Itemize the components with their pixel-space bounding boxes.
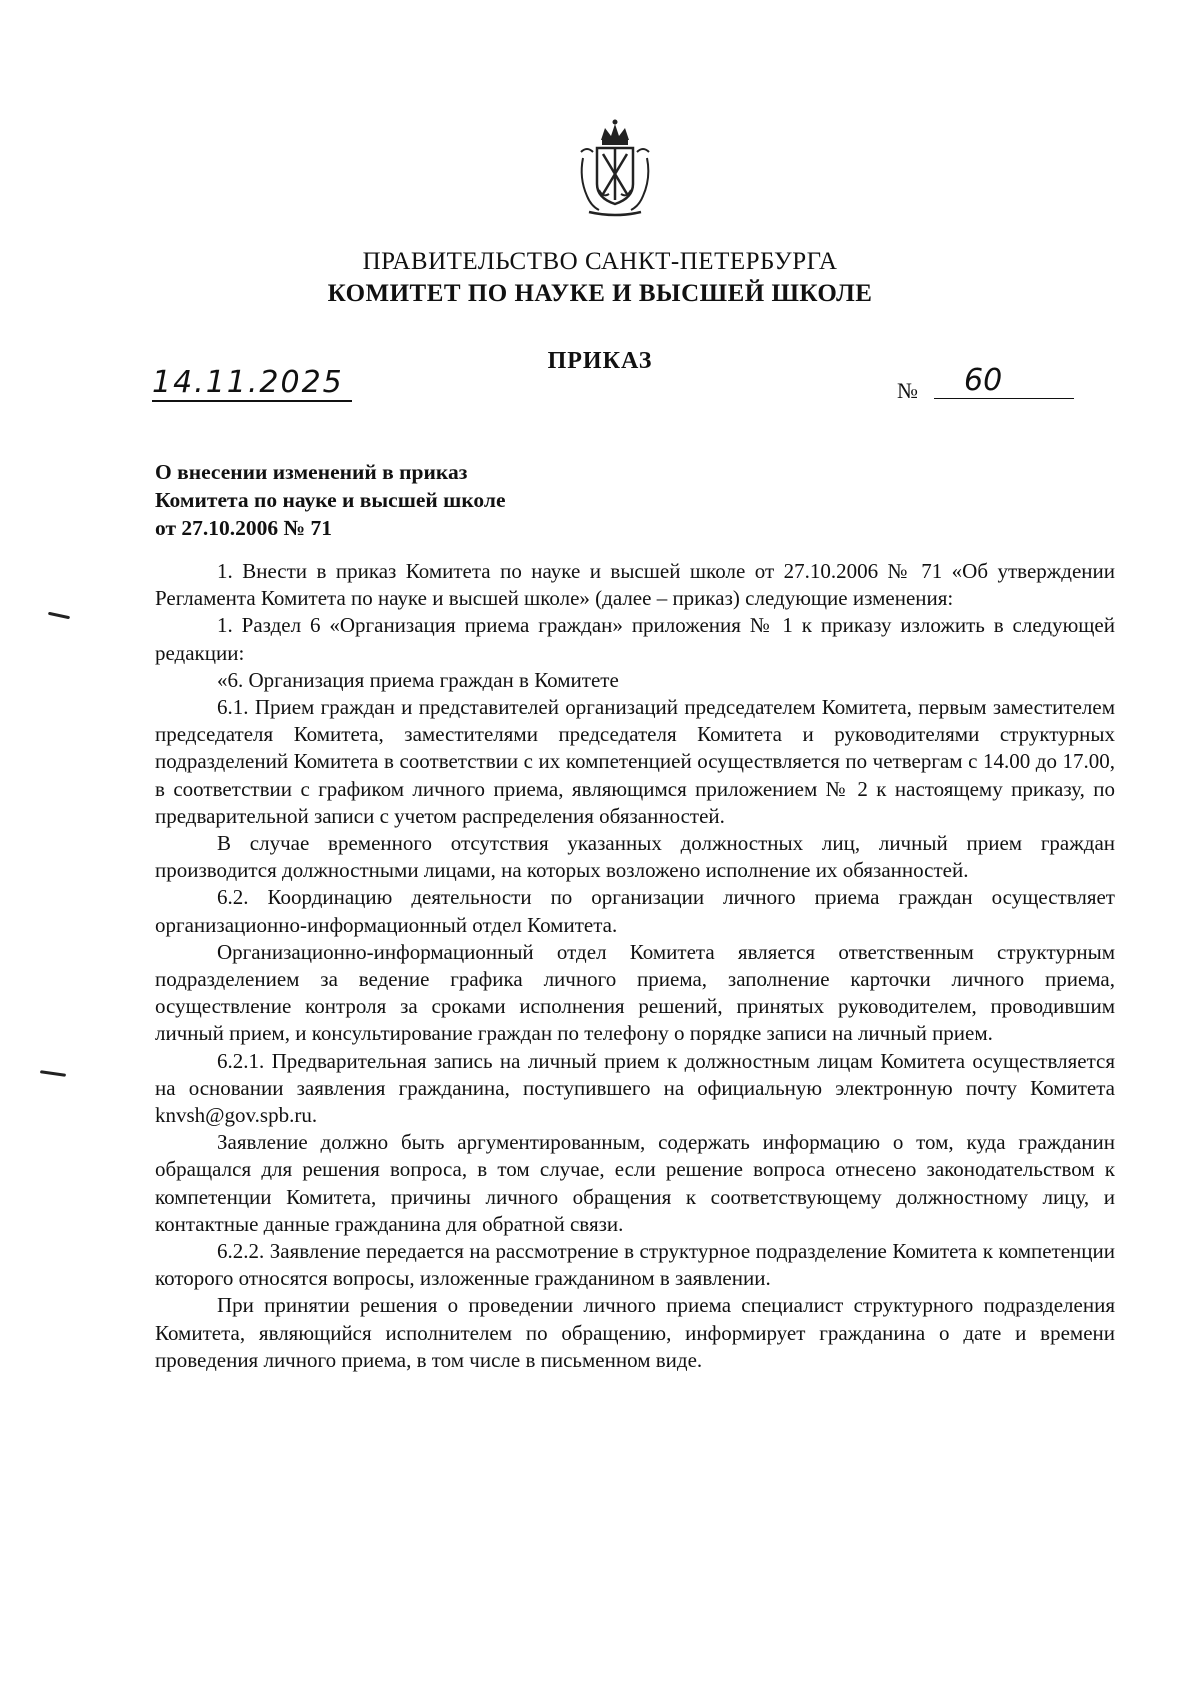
body-paragraph: 1. Раздел 6 «Организация приема граждан» приложения № 1 к приказу изложить в следующей редакции:: [155, 613, 1115, 665]
body-paragraph: При принятии решения о проведении личного приема специалист структурного подразделения Комитета, являющийся исполнителем по обращению, информирует гражданина о дате и времени проведения личного приема, в том числе в письменном виде.: [155, 1293, 1115, 1372]
document-subject: [155, 458, 675, 542]
document-date: 14.11.2025: [152, 366, 352, 402]
body-paragraph: 6.2. Координацию деятельности по организации личного приема граждан осуществляет организационно-информационный отдел Комитета.: [155, 885, 1115, 937]
body-paragraph: Заявление должно быть аргументированным, содержать информацию о том, куда гражданин обращался для решения вопроса, в том случае, если решение вопроса отнесено законодательством к компетенции Комитета, причины личного обращения к соответствующему должностному лицу, и контактные данные гражданина для обратной связи.: [155, 1130, 1115, 1236]
subject-line-3: от 27.10.2006 № 71: [155, 516, 333, 540]
body-paragraph: 6.1. Прием граждан и представителей организаций председателем Комитета, первым заместителем председателя Комитета, заместителями председателя Комитета и руководителями структурных подразделений Комитета в соответствии с их компетенцией осуществляется по четвергам с 14.00 до 17.00, в соответствии с графиком личного приема, являющимся приложением № 2 к настоящему приказу, по предварительной записи с учетом распределения обязанностей.: [155, 695, 1115, 828]
document-number: 60: [934, 364, 1074, 399]
coat-of-arms-emblem: [575, 118, 655, 218]
document-type: ПРИКАЗ: [547, 348, 653, 374]
subject-line-2: Комитета по науке и высшей школе: [155, 488, 506, 512]
body-paragraph: «6. Организация приема граждан в Комитете: [217, 667, 619, 692]
body-paragraph: 6.2.2. Заявление передается на рассмотрение в структурное подразделение Комитета к компетенции которого относятся вопросы, изложенные гражданином в заявлении.: [155, 1239, 1115, 1291]
subject-line-1: О внесении изменений в приказ: [155, 460, 468, 484]
margin-mark: [48, 612, 70, 620]
number-sign: №: [897, 378, 918, 403]
government-name: ПРАВИТЕЛЬСТВО САНКТ-ПЕТЕРБУРГА: [362, 248, 838, 275]
body-paragraph: 6.2.1. Предварительная запись на личный прием к должностным лицам Комитета осуществляется на основании заявления гражданина, поступившего на официальную электронную почту Комитета knvsh@gov.spb.ru.: [155, 1048, 1115, 1128]
committee-name: КОМИТЕТ ПО НАУКЕ И ВЫСШЕЙ ШКОЛЕ: [327, 280, 873, 307]
body-paragraph: В случае временного отсутствия указанных должностных лиц, личный прием граждан производится должностными лицами, на которых возложено исполнение их обязанностей.: [155, 831, 1115, 883]
document-body: [155, 558, 1115, 1374]
body-paragraph: 1. Внести в приказ Комитета по науке и высшей школе от 27.10.2006 № 71 «Об утверждении Регламента Комитета по науке и высшей школе» (далее – приказ) следующие изменения:: [155, 559, 1115, 611]
body-paragraph: Организационно-информационный отдел Комитета является ответственным структурным подразделением за ведение графика личного приема, заполнение карточки личного приема, осуществление контроля за сроками исполнения решений, принятых руководителем, проводившим личный прием, и консультирование граждан по телефону о порядке записи на личный прием.: [155, 939, 1115, 1046]
margin-mark: [40, 1070, 66, 1077]
